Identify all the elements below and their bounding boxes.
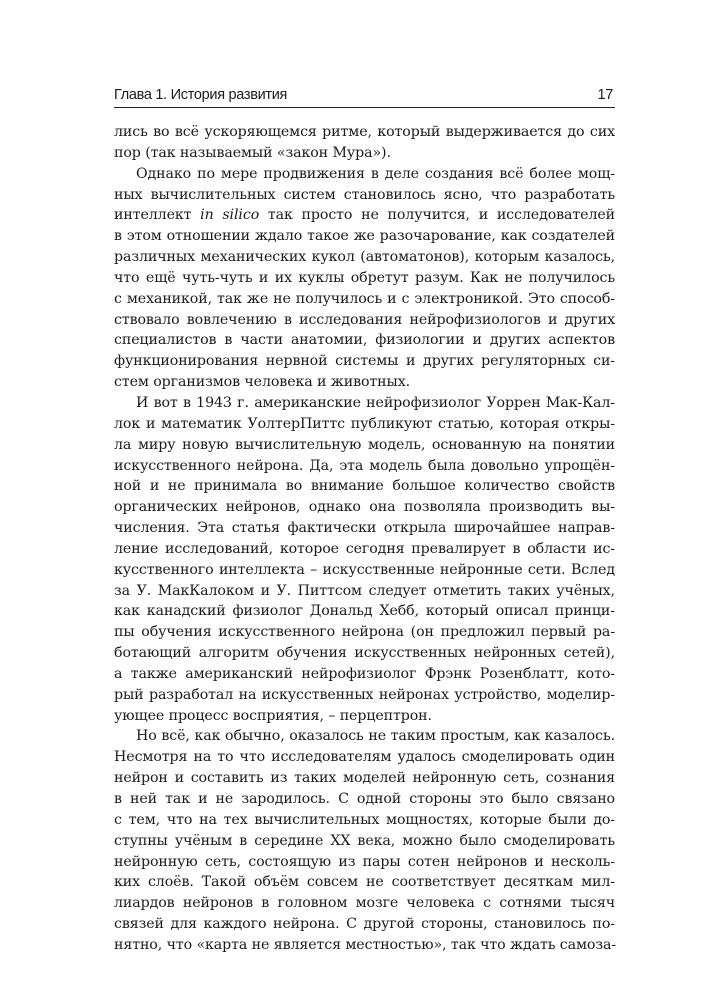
text-line: органических нейронов, однако она позволяла производить вы-	[114, 499, 615, 516]
text-line: пы обучения искусственного нейрона (он предложил первый ра-	[114, 624, 615, 641]
text-line: лись во всё ускоряющемся ритме, который выдерживается до сих	[114, 124, 615, 140]
text-line: Несмотря на то что исследователям удалось смоделировать один	[114, 749, 615, 766]
text-line: ких слоёв. Такой объём совсем не соответствует десяткам мил-	[114, 874, 615, 891]
body-text	[114, 122, 615, 956]
text-line: И вот в 1943 г. американские нейрофизиолог Уоррен Мак-Кал-	[136, 394, 615, 411]
text-line: связей для каждого нейрона. С другой стороны, становилось по-	[114, 916, 615, 933]
text-line: искусственного нейрона. Да, эта модель была довольно упрощён-	[114, 457, 615, 474]
text-line: нейронную сеть, состоящую из пары сотен нейронов и несколь-	[114, 853, 615, 870]
running-header	[114, 83, 615, 108]
text-line: пор (так называемый «закон Мура»).	[114, 144, 391, 161]
text-line: в ней так и не зародилось. С одной стороны это было связано	[114, 791, 615, 807]
text-line: рый разработал на искусственных нейронах устройство, моделир-	[114, 686, 615, 703]
text-line: различных механических кукол (автоматонов), которым казалось,	[114, 249, 615, 266]
paragraph	[114, 393, 615, 727]
text-line: за У. МакКалоком и У. Питтсом следует отметить таких учёных,	[114, 582, 615, 599]
text-line: что ещё чуть-чуть и их куклы обретут разум. Как не получилось	[114, 269, 615, 286]
text-line: числения. Эта статья фактически открыла широчайшее направ-	[114, 520, 615, 537]
text-line: интеллект in silico так просто не получится, и исследователей	[114, 207, 616, 224]
text-line: лиардов нейронов в головном мозге человека с сотнями тысяч	[114, 895, 615, 912]
text-line: кусственного интеллекта – искусственные нейронные сети. Вслед	[114, 561, 615, 578]
paragraph	[114, 726, 615, 955]
text-line: ление исследований, которое сегодня превалирует в области ис-	[114, 540, 615, 557]
text-line: функционирования нервной системы и других регуляторных си-	[114, 353, 615, 370]
text-line: в этом отношении ждало такое же разочарование, как создателей	[114, 228, 615, 245]
text-line: а также американский нейрофизиолог Фрэнк Розенблатт, кото-	[114, 665, 615, 682]
text-line: нейрон и составить из таких моделей нейронную сеть, сознания	[114, 770, 615, 787]
text-line: ных вычислительных систем становилось ясно, что разработать	[114, 186, 615, 203]
text-line: Однако по мере продвижения в деле создания всё более мощ-	[136, 165, 615, 182]
text-line: ствовало вовлечению в исследования нейрофизиологов и других	[114, 311, 615, 328]
text-line: лок и математик УолтерПиттс публикуют статью, которая откры-	[114, 415, 615, 432]
text-line: с механикой, так же не получилось и с электроникой. Это способ-	[114, 290, 615, 307]
text-line: ной и не принимала во внимание большое количество свойств	[114, 478, 615, 495]
text-line: ла миру новую вычислительную модель, основанную на понятии	[114, 436, 615, 453]
text-line: ующее процесс восприятия, – перцептрон.	[114, 707, 432, 724]
text-line: с тем, что на тех вычислительных мощностях, которые были до-	[114, 811, 615, 828]
text-line: Но всё, как обычно, оказалось не таким простым, как казалось.	[136, 728, 615, 745]
text-line: ступны учёным в середине XX века, можно было смоделировать	[114, 832, 615, 849]
text-line: как канадский физиолог Дональд Хебб, который описал принци-	[114, 603, 615, 620]
text-line: специалистов в части анатомии, физиологии и других аспектов	[114, 332, 615, 349]
text-line: ботающий алгоритм обучения искусственных нейронных сетей),	[114, 645, 615, 662]
page-number: 17	[597, 87, 613, 103]
chapter-title: Глава 1. История развития	[114, 87, 288, 103]
paragraph	[114, 122, 615, 164]
paragraph	[114, 164, 615, 393]
text-line: стем организмов человека и животных.	[114, 374, 411, 391]
text-line: нятно, что «карта не является местностью», так что ждать самоза-	[114, 936, 617, 953]
